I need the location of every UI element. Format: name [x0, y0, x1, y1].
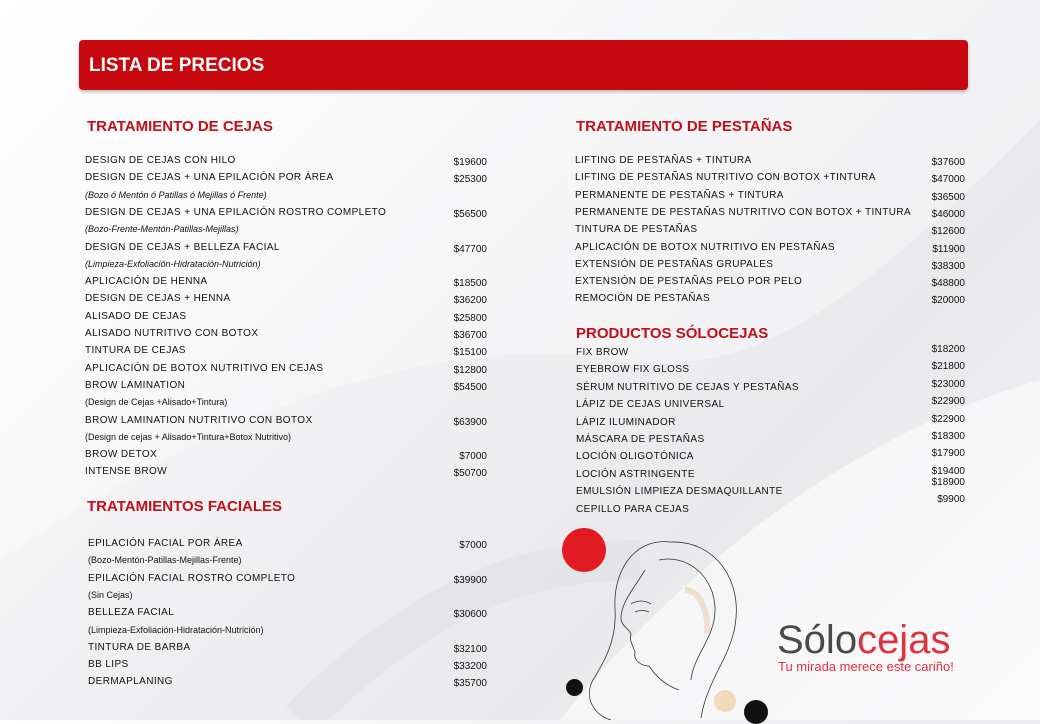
- item-name: LIFTING DE PESTAÑAS NUTRITIVO CON BOTOX +TINTURA: [575, 172, 876, 184]
- page-title: LISTA DE PRECIOS: [89, 55, 265, 76]
- item-note: (Sin Cejas): [88, 589, 133, 600]
- item-name: BROW LAMINATION: [85, 379, 186, 391]
- item-name: EXTENSIÓN DE PESTAÑAS PELO POR PELO: [575, 276, 803, 288]
- item-name: DESIGN DE CEJAS + HENNA: [85, 293, 231, 305]
- item-price: $19400: [931, 465, 965, 477]
- brand-name-part1: Sólo: [777, 618, 858, 662]
- header-banner: [79, 40, 968, 90]
- section-title-cejas: TRATAMIENTO DE CEJAS: [87, 118, 273, 135]
- item-price: $39900: [453, 574, 487, 586]
- item-note: (Design de Cejas +Alisado+Tintura): [85, 397, 228, 408]
- item-name: FIX BROW: [576, 347, 629, 358]
- item-name: DESIGN DE CEJAS + BELLEZA FACIAL: [85, 241, 280, 253]
- item-price: $23000: [931, 378, 965, 390]
- item-name: DESIGN DE CEJAS CON HILO: [85, 155, 236, 166]
- section-title-productos: PRODUCTOS SÓLOCEJAS: [576, 325, 769, 342]
- item-name: PERMANENTE DE PESTAÑAS + TINTURA: [575, 189, 784, 201]
- item-name: EMULSIÓN LIMPIEZA DESMAQUILLANTE: [576, 486, 783, 498]
- item-price: $25800: [453, 312, 487, 324]
- item-price: $54500: [453, 381, 487, 393]
- item-price: $35700: [453, 678, 487, 690]
- item-price: $22900: [931, 396, 965, 408]
- item-price: $17900: [931, 448, 965, 460]
- item-price: $32100: [453, 643, 487, 655]
- item-name: LIFTING DE PESTAÑAS + TINTURA: [575, 155, 752, 166]
- item-price: $18300: [931, 431, 965, 442]
- item-name: ALISADO DE CEJAS: [85, 310, 187, 322]
- item-name: TINTURA DE BARBA: [88, 641, 191, 653]
- face-line-art-icon: [575, 530, 755, 720]
- item-note: (Limpieza-Exfoliación-Hidratación-Nutrición): [88, 624, 264, 635]
- item-price: $25300: [453, 174, 487, 186]
- item-price: $7000: [459, 451, 487, 463]
- item-name: SÉRUM NUTRITIVO DE CEJAS Y PESTAÑAS: [576, 381, 799, 393]
- item-name: TINTURA DE CEJAS: [85, 345, 186, 357]
- item-name: DERMAPLANING: [88, 676, 173, 688]
- item-price: $33200: [453, 661, 487, 673]
- item-name: APLICACIÓN DE BOTOX NUTRITIVO EN PESTAÑAS: [575, 241, 835, 253]
- item-price: $22900: [931, 413, 965, 425]
- item-price: $19600: [453, 157, 487, 168]
- section-title-pestanas: TRATAMIENTO DE PESTAÑAS: [576, 118, 793, 135]
- item-name: LÁPIZ ILUMINADOR: [576, 416, 676, 428]
- item-price: $36700: [453, 330, 487, 341]
- item-price: $63900: [453, 416, 487, 428]
- item-name: EXTENSIÓN DE PESTAÑAS GRUPALES: [575, 258, 774, 270]
- item-note: (Limpieza-Exfoliación-Hidratación-Nutrición): [85, 258, 261, 269]
- item-price: $50700: [453, 468, 487, 480]
- brand-logo: [777, 618, 950, 663]
- item-name: REMOCIÓN DE PESTAÑAS: [575, 293, 711, 305]
- brand-tagline: Tu mirada merece este cariño!: [778, 659, 954, 674]
- item-name: BB LIPS: [88, 659, 129, 671]
- item-name: BELLEZA FACIAL: [88, 607, 175, 619]
- item-name: INTENSE BROW: [85, 466, 168, 478]
- item-name: EPILACIÓN FACIAL ROSTRO COMPLETO: [88, 572, 296, 584]
- item-price: $30600: [453, 609, 487, 621]
- item-name: CEPILLO PARA CEJAS: [576, 503, 690, 515]
- item-name: MÁSCARA DE PESTAÑAS: [576, 434, 705, 445]
- item-note: (Bozo ó Mentón ó Patillas ó Mejillas ó Frente): [85, 189, 267, 200]
- item-price: $36200: [453, 295, 487, 307]
- item-name: LÁPIZ DE CEJAS UNIVERSAL: [576, 399, 725, 411]
- item-price: $47000: [931, 174, 965, 186]
- item-price: $37600: [931, 157, 965, 168]
- item-note: (Bozo-Mentón-Patillas-Mejillas-Frente): [88, 555, 242, 566]
- item-price: $7000: [459, 540, 487, 551]
- item-name: APLICACIÓN DE HENNA: [85, 276, 208, 288]
- item-name: EPILACIÓN FACIAL POR ÁREA: [88, 538, 243, 549]
- item-note: (Design de cejas + Alisado+Tintura+Botox Nutritivo): [85, 431, 292, 442]
- section-title-faciales: TRATAMIENTOS FACIALES: [87, 498, 282, 515]
- item-price: $15100: [453, 347, 487, 359]
- item-price: $11900: [932, 243, 965, 255]
- brand-name-part2: cejas: [857, 618, 951, 662]
- item-name: ALISADO NUTRITIVO CON BOTOX: [85, 328, 259, 339]
- item-price: $21800: [931, 361, 965, 373]
- item-price: $20000: [931, 295, 965, 307]
- item-name: BROW DETOX: [85, 449, 158, 461]
- item-price: $18500: [453, 278, 487, 290]
- item-price: $12800: [453, 364, 487, 376]
- item-price: $56500: [453, 208, 487, 220]
- item-note: (Bozo-Frente-Mentón-Patillas-Mejillas): [85, 224, 239, 235]
- item-price: $18200: [931, 344, 965, 355]
- item-price: $36500: [931, 191, 965, 203]
- item-price: $12600: [931, 226, 965, 238]
- item-price: $38300: [931, 260, 965, 272]
- item-name: TINTURA DE PESTAÑAS: [575, 224, 698, 236]
- item-name: DESIGN DE CEJAS + UNA EPILACIÓN ROSTRO COMPLETO: [85, 206, 387, 218]
- item-price: $18900: [931, 477, 965, 489]
- item-price: $47700: [453, 243, 487, 255]
- item-name: PERMANENTE DE PESTAÑAS NUTRITIVO CON BOTOX + TINTURA: [575, 206, 912, 218]
- item-name: LOCIÓN OLIGOTÓNICA: [576, 451, 694, 463]
- item-price: $9900: [937, 493, 965, 505]
- item-name: APLICACIÓN DE BOTOX NUTRITIVO EN CEJAS: [85, 362, 324, 374]
- item-name: EYEBROW FIX GLOSS: [576, 364, 690, 376]
- item-name: LOCIÓN ASTRINGENTE: [576, 468, 695, 480]
- item-price: $46000: [931, 208, 965, 220]
- item-name: BROW LAMINATION NUTRITIVO CON BOTOX: [85, 414, 313, 426]
- item-price: $48800: [931, 278, 965, 290]
- item-name: DESIGN DE CEJAS + UNA EPILACIÓN POR ÁREA: [85, 172, 334, 184]
